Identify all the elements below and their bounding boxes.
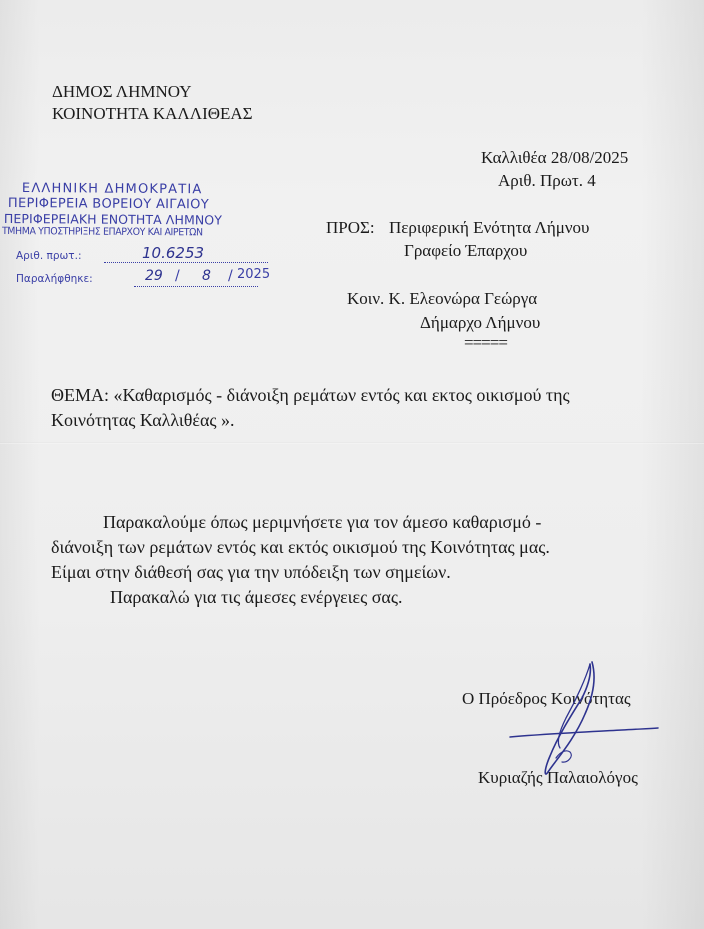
stamp-protocol-value: 10.6253 — [142, 244, 205, 262]
cc-recipient-name: Κοιν. Κ. Ελεονώρα Γεώργα — [347, 289, 538, 308]
body-line-3: Είμαι στην διάθεσή σας για την υπόδειξη των σημείων. — [51, 562, 451, 582]
stamp-protocol-dots — [104, 262, 268, 263]
recipient-name: Περιφερική Ενότητα Λήμνου — [389, 218, 590, 237]
recipient-prefix: ΠΡΟΣ: — [326, 218, 375, 237]
stamp-line-4: ΤΜΗΜΑ ΥΠΟΣΤΗΡΙΞΗΣ ΕΠΑΡΧΟΥ ΚΑΙ ΑΙΡΕΤΩΝ — [1, 226, 203, 239]
cc-recipient-title: Δήμαρχο Λήμνου — [420, 313, 541, 332]
stamp-line-3: ΠΕΡΙΦΕΡΕΙΑΚΗ ΕΝΟΤΗΤΑ ΛΗΜΝΟΥ — [3, 211, 223, 228]
body-line-4: Παρακαλώ για τις άμεσες ενέργειες σας. — [110, 587, 403, 607]
recipient-office: Γραφείο Έπαρχου — [404, 241, 528, 260]
stamp-received-month: 8 — [202, 268, 211, 284]
subject-line-1: ΘΕΜΑ: «Καθαρισμός - διάνοιξη ρεμάτων εντός και εκτος οικισμού της — [51, 385, 570, 405]
issuer-municipality: ΔΗΜΟΣ ΛΗΜΝΟΥ — [52, 82, 192, 101]
body-line-1: Παρακαλούμε όπως μεριμνήσετε για τον άμεσο καθαρισμό - — [103, 512, 542, 532]
stamp-received-dots — [134, 286, 258, 287]
stamp-received-day: 29 — [145, 268, 163, 284]
letter-protocol-number: Αριθ. Πρωτ. 4 — [498, 171, 596, 190]
stamp-date-separator: / — [228, 268, 233, 284]
recipient-separator: ===== — [464, 333, 507, 352]
stamp-line-2: ΠΕΡΙΦΕΡΕΙΑ ΒΟΡΕΙΟΥ ΑΙΓΑΙΟΥ — [7, 196, 210, 213]
stamp-received-label: Παραλήφθηκε: — [16, 273, 93, 285]
stamp-line-1: ΕΛΛΗΝΙΚΗ ΔΗΜΟΚΡΑΤΙΑ — [21, 181, 203, 198]
issuer-community: ΚΟΙΝΟΤΗΤΑ ΚΑΛΛΙΘΕΑΣ — [52, 104, 253, 123]
body-line-2: διάνοιξη των ρεμάτων εντός και εκτός οικισμού της Κοινότητας μας. — [51, 537, 550, 557]
letter-date: Καλλιθέα 28/08/2025 — [481, 148, 629, 167]
signatory-role: Ο Πρόεδρος Κοινότητας — [462, 689, 631, 708]
subject-line-2: Κοινότητας Καλλιθέας ». — [51, 410, 235, 430]
paper-fold — [0, 442, 704, 444]
stamp-received-year: 2025 — [237, 267, 271, 282]
signatory-name: Κυριαζής Παλαιολόγος — [478, 768, 638, 787]
stamp-protocol-label: Αριθ. πρωτ.: — [16, 250, 82, 262]
stamp-date-separator: / — [175, 268, 180, 284]
